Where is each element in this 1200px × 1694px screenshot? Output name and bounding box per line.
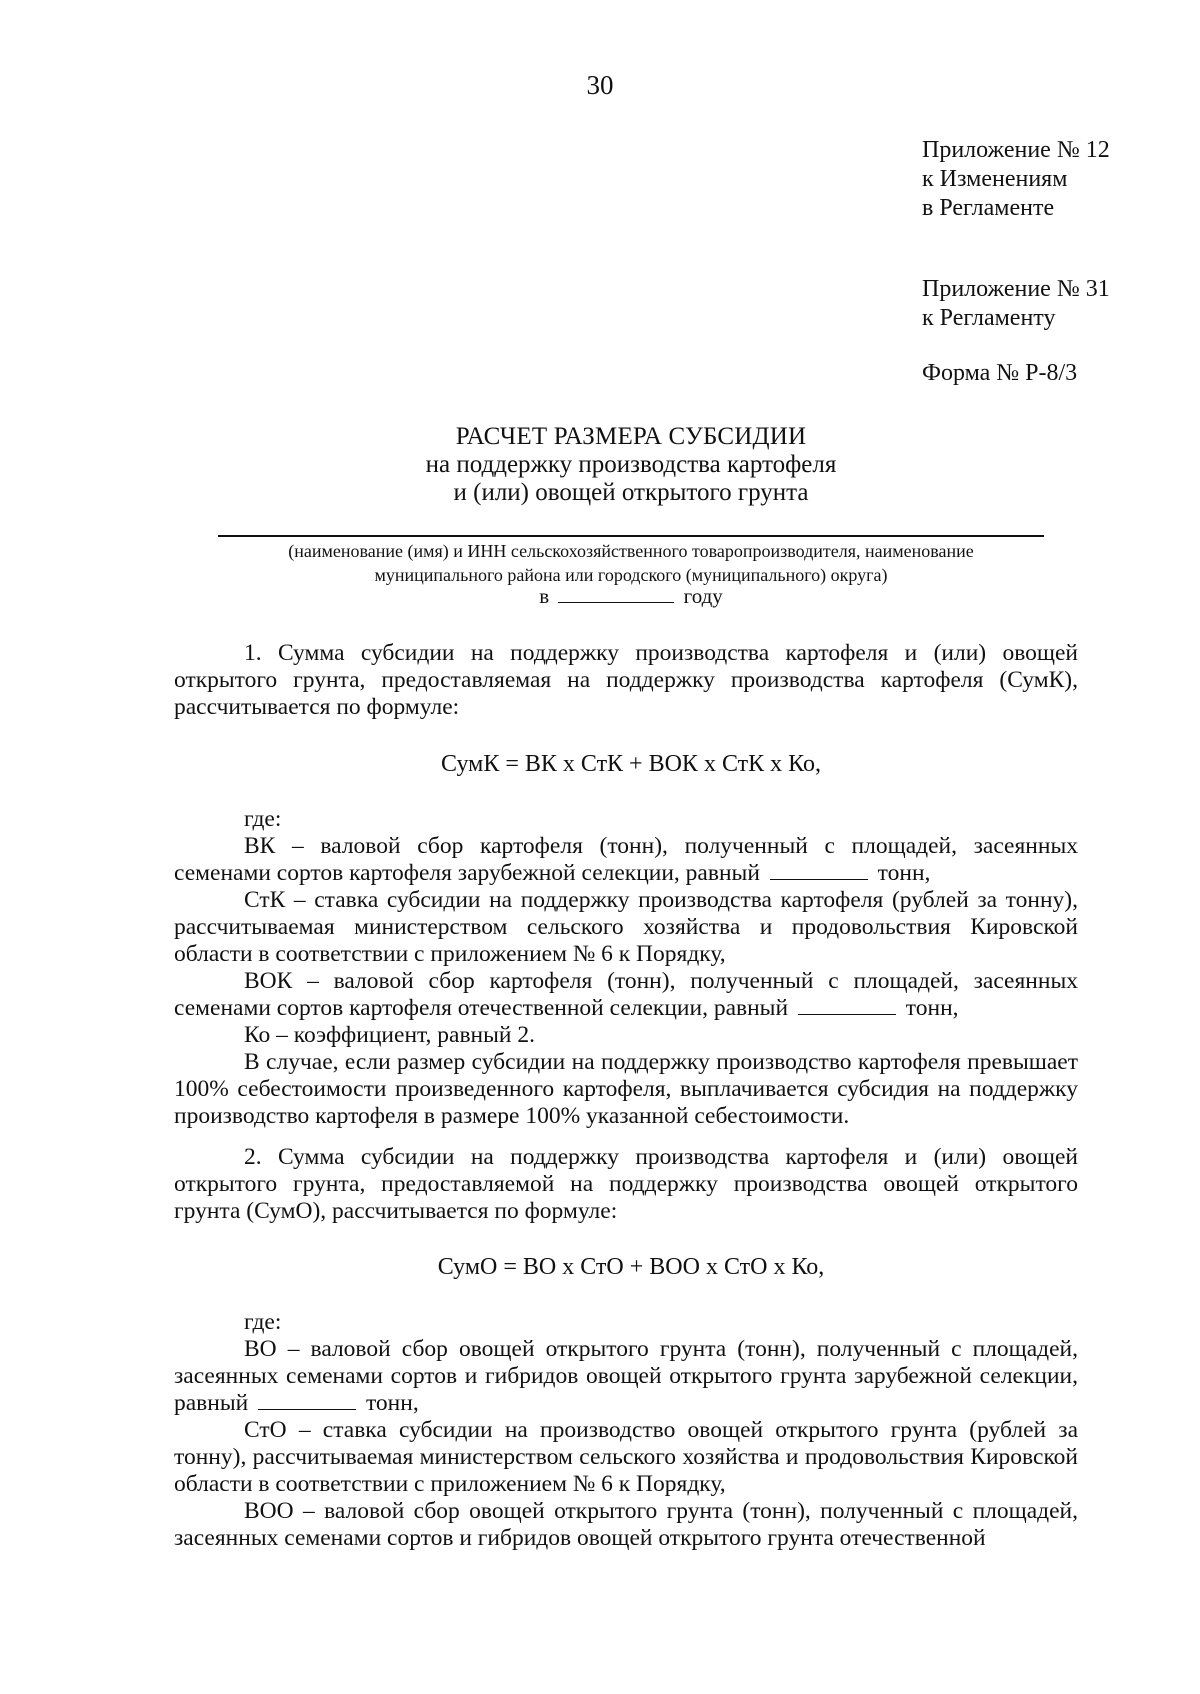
attachment-31-line2: к Регламенту (922, 305, 1056, 331)
form-number: Форма № Р-8/3 (922, 360, 1078, 386)
attachment-31-block (922, 275, 1110, 333)
definition-vk-unit: тонн, (877, 860, 931, 886)
vok-blank (798, 996, 896, 1015)
where-label-2: где: (244, 1309, 282, 1335)
title-line1: РАСЧЕТ РАЗМЕРА СУБСИДИИ (455, 423, 807, 450)
year-blank (558, 584, 674, 603)
section-1-intro-text: 1. Сумма субсидии на поддержку производства картофеля и (или) овощей открытого грунта, предоставляемая на поддержку производства картофеля (СумК), рассчитывается по формуле: (174, 640, 1078, 720)
attachment-12-block (922, 136, 1110, 223)
formula-sumo: СумО = ВО х СтО + ВОО х СтО х Ко, (437, 1254, 825, 1280)
attachment-31-line1: Приложение № 31 (922, 276, 1110, 302)
name-note-line1: (наименование (имя) и ИНН сельскохозяйственного товаропроизводителя, наименование (288, 541, 974, 561)
attachment-12-line2: к Изменениям (922, 166, 1068, 192)
vk-blank (770, 861, 868, 880)
section-2-intro (174, 1144, 1078, 1225)
attachment-12-line3: в Регламенте (922, 195, 1055, 221)
section-2-definitions (174, 1309, 1078, 1552)
definition-vok-text: ВОК – валовой сбор картофеля (тонн), полученный с площадей, засеянных семенами сортов картофеля отечественной селекции, равный (174, 968, 1078, 1021)
section-2-intro-text: 2. Сумма субсидии на поддержку производства картофеля и (или) овощей открытого грунта, предоставляемой на поддержку производства овощей открытого грунта (СумО), рассчитывается по формуле: (174, 1144, 1078, 1224)
definition-vo (174, 1336, 1078, 1417)
section-1-intro (174, 640, 1078, 721)
definition-vo-text: ВО – валовой сбор овощей открытого грунта (тонн), полученный с площадей, засеянных семенами сортов и гибридов овощей открытого грунта зарубежной селекции, равный (174, 1336, 1078, 1416)
where-label-1: где: (244, 806, 282, 832)
name-note-line2: муниципального района или городского (муниципального) округа) (374, 565, 888, 585)
year-prefix: в (539, 584, 550, 608)
definition-vok (174, 968, 1078, 1022)
document-title (0, 423, 1200, 507)
title-line3: и (или) овощей открытого грунта (453, 479, 809, 506)
definition-vk (174, 833, 1078, 887)
definition-vo-unit: тонн, (365, 1390, 419, 1416)
definition-stk: СтК – ставка субсидии на поддержку производства картофеля (рублей за тонну), рассчитываемая министерством сельского хозяйства и продовольствия Кировской области в соответствии с приложением № 6 к Порядку, (174, 887, 1078, 967)
name-note (0, 539, 1200, 587)
page-number: 30 (586, 70, 614, 100)
formula-sumk: СумК = ВК х СтК + ВОК х СтК х Ко, (441, 751, 821, 777)
definition-voo: ВОО – валовой сбор овощей открытого грунта (тонн), полученный с площадей, засеянных семенами сортов и гибридов овощей открытого грунта отечественной (174, 1498, 1078, 1551)
definition-vk-text: ВК – валовой сбор картофеля (тонн), полученный с площадей, засеянных семенами сортов картофеля зарубежной селекции, равный (174, 833, 1078, 886)
attachment-12-line1: Приложение № 12 (922, 137, 1110, 163)
year-suffix: году (683, 584, 723, 608)
definition-vok-unit: тонн, (905, 995, 959, 1021)
section-1-definitions (174, 806, 1078, 1130)
vo-blank (258, 1391, 356, 1410)
section-1-note: В случае, если размер субсидии на поддержку производство картофеля превышает 100% себестоимости произведенного картофеля, выплачивается субсидия на поддержку производство картофеля в размере 100% указанной себестоимости. (174, 1049, 1078, 1129)
title-line2: на поддержку производства картофеля (425, 451, 837, 478)
name-underline (218, 535, 1044, 537)
definition-ko: Ко – коэффициент, равный 2. (244, 1022, 535, 1048)
definition-sto: СтО – ставка субсидии на производство овощей открытого грунта (рублей за тонну), рассчитываемая министерством сельского хозяйства и продовольствия Кировской области в соответствии с приложением № 6 к Порядку, (174, 1417, 1078, 1497)
year-line (0, 584, 1200, 609)
